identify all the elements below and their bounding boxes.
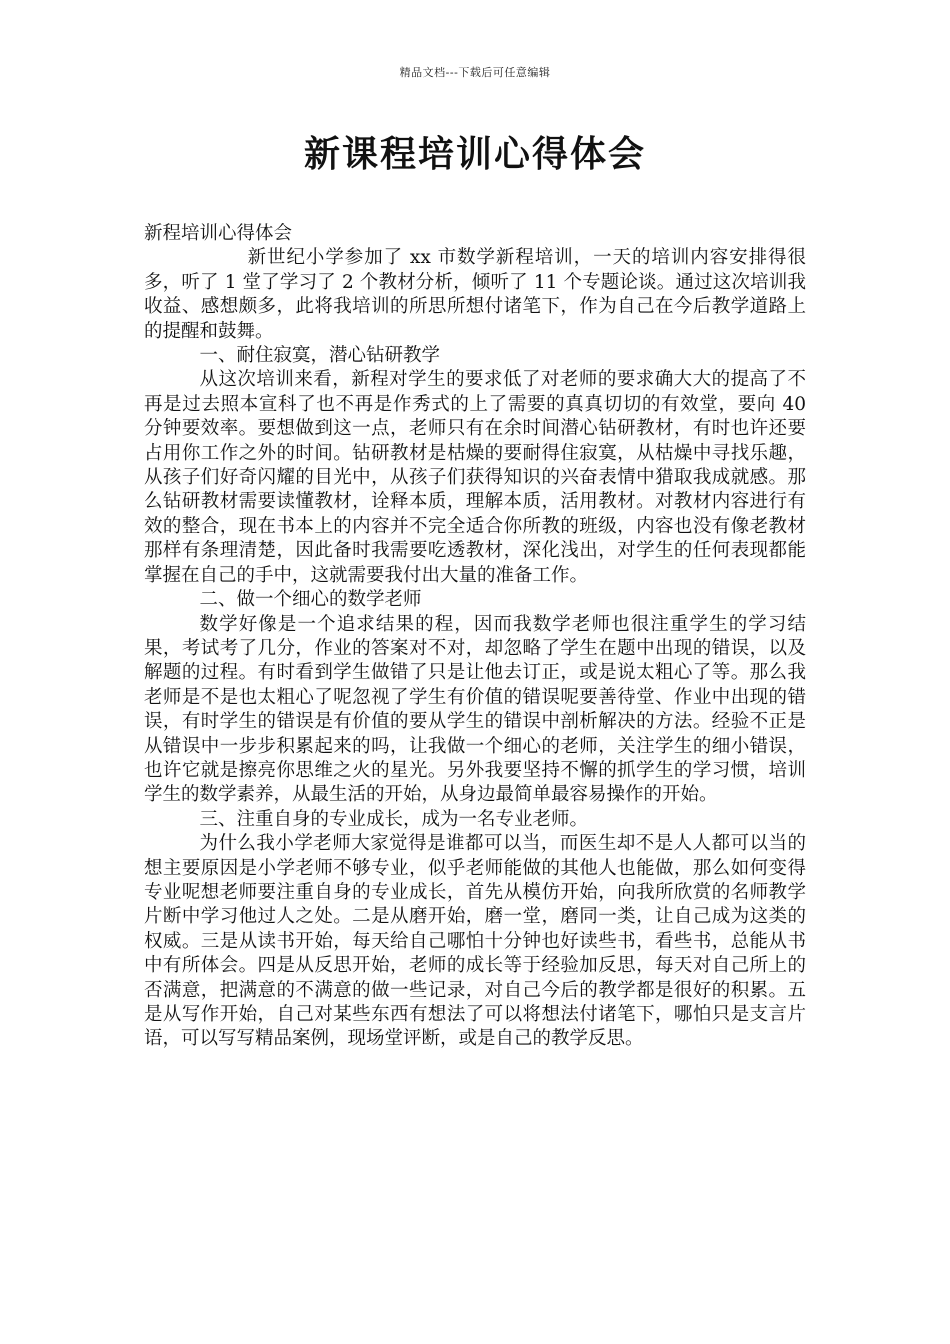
section-heading-3: 三、注重自身的专业成长，成为一名专业老师。	[199, 808, 589, 830]
document-subtitle: 新程培训心得体会	[144, 223, 293, 244]
section-paragraph-2: 数学好像是一个追求结果的程，因而我数学老师也很注重学生的学习结果，考试考了几分，作业的答案对不对，却忽略了学生在题中出现的错误，以及解题的过程。有时看到学生做错了只是让他去订正，或是说太粗心了等。那么我老师是不是也太粗心了呢忽视了学生有价值的错误呢要善待堂、作业中出现的错误，有时学生的错误是有价值的要从学生的错误中剖析解决的方法。经验不正是从错误中一步步积累起来的吗，让我做一个细心的老师，关注学生的细小错误，也许它就是擦亮你思维之火的星光。另外我要坚持不懈的抓学生的学习惯，培训学生的数学素养，从最生活的开始，从身边最简单最容易操作的开始。	[144, 613, 806, 806]
section-heading-1: 一、耐住寂寞，潜心钻研教学	[199, 345, 441, 367]
document-body	[144, 222, 806, 1052]
section-paragraph-1: 从这次培训来看，新程对学生的要求低了对老师的要求确大大的提高了不再是过去照本宣科了也不再是作秀式的上了需要的真真切切的有效堂，要向 40 分钟要效率。要想做到这一点，老师只有在余时间潜心钻研教材，有时也许还要占用你工作之外的时间。钻研教材是枯燥的要耐得住寂寞，从枯燥中寻找乐趣，从孩子们好奇闪耀的目光中，从孩子们获得知识的兴奋表情中猎取我成就感。那么钻研教材需要读懂教材，诠释本质，理解本质，活用教材。对教材内容进行有效的整合，现在书本上的内容并不完全适合你所教的班级，内容也没有像老教材那样有条理清楚，因此备时我需要吃透教材，深化浅出，对学生的任何表现都能掌握在自己的手中，这就需要我付出大量的准备工作。	[144, 369, 806, 586]
header-note: 精品文档---下载后可任意编辑	[399, 66, 551, 79]
intro-paragraph: 新世纪小学参加了 xx 市数学新程培训，一天的培训内容安排得很多，听了 1 堂了学习了 2 个教材分析，倾听了 11 个专题论谈。通过这次培训我收益、感想颇多，此将我培训的所思所想付诸笔下，作为自己在今后教学道路上的提醒和鼓舞。	[144, 247, 806, 342]
document-title: 新课程培训心得体会	[303, 134, 646, 175]
section-paragraph-3: 为什么我小学老师大家觉得是谁都可以当，而医生却不是人人都可以当的想主要原因是小学老师不够专业，似乎老师能做的其他人也能做，那么如何变得专业呢想老师要注重自身的专业成长，首先从模仿开始，向我所欣赏的名师教学片断中学习他过人之处。二是从磨开始，磨一堂，磨同一类，让自己成为这类的权威。三是从读书开始，每天给自己哪怕十分钟也好读些书，看些书，总能从书中有所体会。四是从反思开始，老师的成长等于经验加反思，每天对自己所上的否满意，把满意的不满意的做一些记录，对自己今后的教学都是很好的积累。五是从写作开始，自己对某些东西有想法了可以将想法付诸笔下，哪怕只是支言片语，可以写写精品案例，现场堂评断，或是自己的教学反思。	[144, 833, 806, 1050]
section-heading-2: 二、做一个细心的数学老师	[199, 589, 422, 611]
